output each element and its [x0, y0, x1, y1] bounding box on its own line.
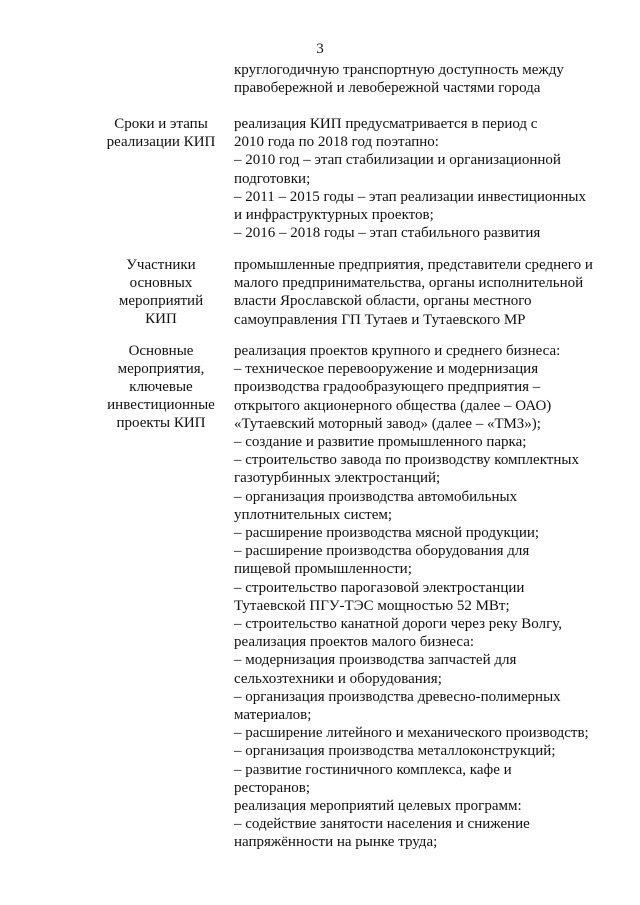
text-line: реализация проектов малого бизнеса:	[234, 634, 475, 651]
label-line: реализации КИП	[106, 134, 216, 150]
text-line: реализация проектов крупного и среднего бизнеса:	[234, 343, 561, 359]
text-line: пищевой промышленности;	[234, 561, 412, 578]
label-line: основных	[129, 275, 193, 291]
page-number: 3	[316, 41, 324, 57]
text-line: правобережной и левобережной частями города	[234, 80, 541, 97]
text-line: круглогодичную транспортную доступность между	[234, 62, 564, 78]
text-line: – модернизация производства запчастей для	[234, 652, 517, 669]
label-line: Основные	[128, 343, 194, 359]
text-line: самоуправления ГП Тутаев и Тутаевского МР	[234, 311, 526, 328]
text-line: напряжённости на рынке труда;	[234, 834, 438, 851]
text-line: подготовки;	[234, 170, 311, 187]
label-line: проекты КИП	[116, 415, 206, 431]
text-line: ресторанов;	[234, 779, 310, 796]
label-line: КИП	[145, 311, 177, 327]
text-line: уплотнительных систем;	[234, 506, 393, 523]
section-label	[100, 256, 222, 328]
text-line: – развитие гостиничного комплекса, кафе и	[234, 761, 512, 778]
text-line: – строительство завода по производству комплектных	[234, 452, 579, 469]
label-line: Сроки и этапы	[114, 116, 208, 132]
section-content	[234, 115, 609, 242]
text-line: – техническое перевооружение и модернизация	[234, 361, 539, 378]
text-line: малого предпринимательства, органы исполнительной	[234, 275, 584, 292]
text-line: – организация производства автомобильных	[234, 488, 518, 505]
text-line: власти Ярославской области, органы местного	[234, 293, 532, 310]
text-line: сельхозтехники и оборудования;	[234, 670, 442, 687]
label-line: мероприятий	[118, 293, 204, 309]
section-label	[100, 115, 222, 151]
text-line: – организация производства металлоконструкций;	[234, 743, 556, 760]
text-line: – 2011 – 2015 годы – этап реализации инвестиционных	[234, 188, 586, 205]
text-line: – расширение литейного и механического производств;	[234, 725, 589, 742]
text-line: газотурбинных электростанций;	[234, 470, 441, 487]
text-line: реализация КИП предусматривается в период с	[234, 116, 538, 132]
text-line: и инфраструктурных проектов;	[234, 207, 434, 224]
text-line: Тутаевской ПГУ-ТЭС мощностью 52 МВт;	[234, 597, 510, 614]
text-line: – 2016 – 2018 годы – этап стабильного развития	[234, 225, 541, 242]
text-line: «Тутаевский моторный завод» (далее – «ТМЗ»);	[234, 415, 541, 432]
text-line: – 2010 год – этап стабилизации и организационной	[234, 152, 561, 169]
text-line: – содействие занятости населения и снижение	[234, 816, 530, 833]
continuation-text	[234, 61, 609, 97]
text-line: 2010 года по 2018 год поэтапно:	[234, 134, 439, 151]
label-line: Участники	[126, 257, 196, 273]
text-line: – строительство канатной дороги через реку Волгу,	[234, 616, 562, 633]
section-label	[100, 342, 222, 432]
text-line: реализация мероприятий целевых программ:	[234, 798, 522, 815]
text-line: материалов;	[234, 707, 312, 724]
section-content	[234, 342, 609, 852]
label-line: ключевые	[129, 379, 193, 395]
text-line: – расширение производства мясной продукции;	[234, 525, 540, 542]
text-line: открытого акционерного общества (далее – ОАО)	[234, 397, 552, 414]
text-line: производства градообразующего предприятия –	[234, 379, 541, 396]
text-line: – расширение производства оборудования для	[234, 543, 530, 560]
text-line: – создание и развитие промышленного парка;	[234, 434, 527, 451]
text-line: промышленные предприятия, представители среднего и	[234, 257, 593, 273]
text-line: – строительство парогазовой электростанции	[234, 579, 525, 596]
label-line: мероприятия,	[117, 361, 205, 377]
label-line: инвестиционные	[107, 397, 215, 413]
section-content	[234, 256, 609, 329]
text-line: – организация производства древесно-полимерных	[234, 688, 561, 705]
